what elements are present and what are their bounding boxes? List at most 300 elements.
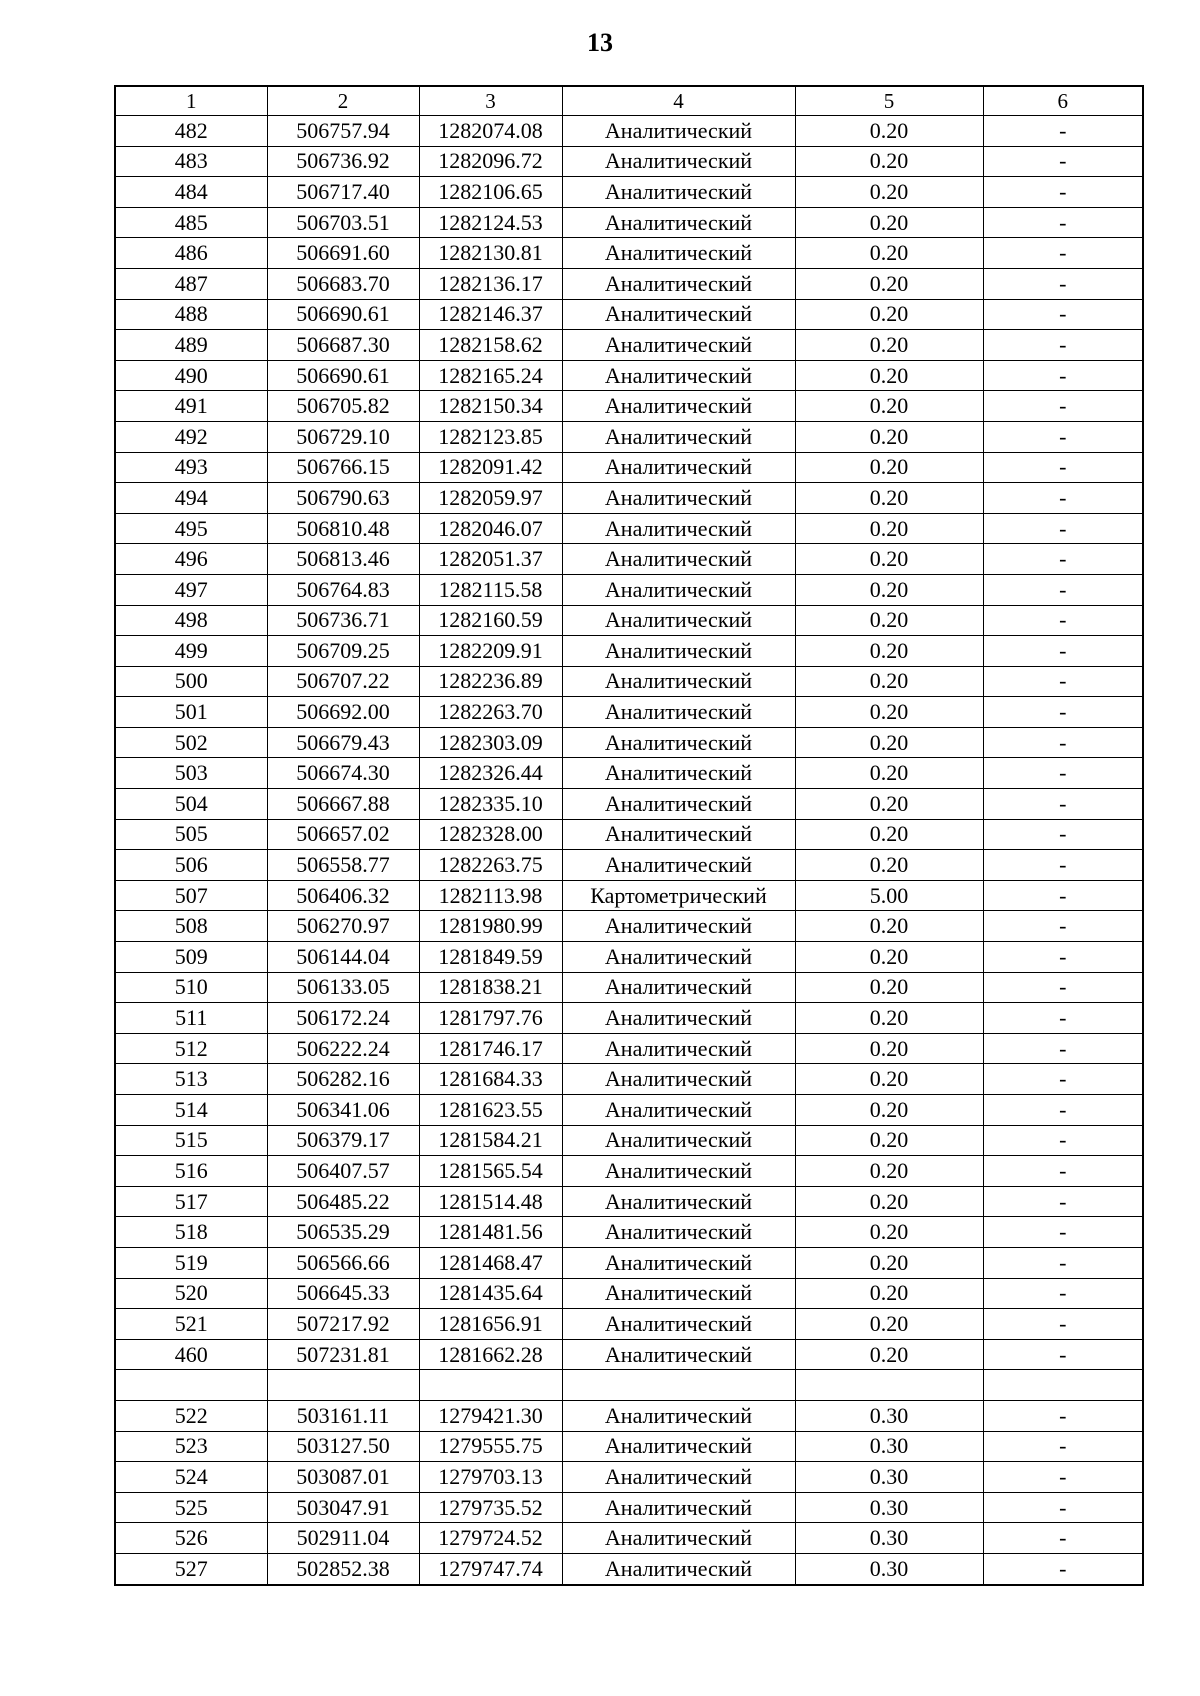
- method-cell: Аналитический: [562, 1492, 795, 1523]
- point-number-cell: 524: [115, 1462, 267, 1493]
- y-coordinate-cell: 1282051.37: [419, 544, 562, 575]
- method-cell: Аналитический: [562, 727, 795, 758]
- table-row: [115, 452, 1143, 483]
- note-cell: -: [983, 421, 1143, 452]
- method-cell: Аналитический: [562, 421, 795, 452]
- point-number-cell: 520: [115, 1278, 267, 1309]
- note-cell: -: [983, 1217, 1143, 1248]
- accuracy-cell: 0.20: [795, 1186, 983, 1217]
- accuracy-cell: 0.20: [795, 513, 983, 544]
- note-cell: -: [983, 1125, 1143, 1156]
- method-cell: Аналитический: [562, 1247, 795, 1278]
- point-number-cell: 508: [115, 911, 267, 942]
- method-cell: Аналитический: [562, 1156, 795, 1187]
- method-cell: Аналитический: [562, 911, 795, 942]
- method-cell: Аналитический: [562, 1186, 795, 1217]
- x-coordinate-cell: 506667.88: [267, 789, 419, 820]
- note-cell: -: [983, 1247, 1143, 1278]
- note-cell: -: [983, 268, 1143, 299]
- coordinates-table: [114, 85, 1144, 1586]
- table-row: [115, 850, 1143, 881]
- column-header: 6: [983, 86, 1143, 116]
- table-row: [115, 1095, 1143, 1126]
- y-coordinate-cell: 1281849.59: [419, 942, 562, 973]
- accuracy-cell: 0.20: [795, 1003, 983, 1034]
- point-number-cell: 482: [115, 116, 267, 147]
- method-cell: Аналитический: [562, 452, 795, 483]
- table-row: [115, 1033, 1143, 1064]
- point-number-cell: 497: [115, 574, 267, 605]
- y-coordinate-cell: 1282124.53: [419, 207, 562, 238]
- accuracy-cell: 0.20: [795, 1125, 983, 1156]
- method-cell: Аналитический: [562, 1339, 795, 1370]
- note-cell: -: [983, 360, 1143, 391]
- table-row: [115, 207, 1143, 238]
- accuracy-cell: 0.30: [795, 1492, 983, 1523]
- x-coordinate-cell: 506172.24: [267, 1003, 419, 1034]
- point-number-cell: 514: [115, 1095, 267, 1126]
- note-cell: -: [983, 1462, 1143, 1493]
- x-coordinate-cell: 503047.91: [267, 1492, 419, 1523]
- point-number-cell: 511: [115, 1003, 267, 1034]
- accuracy-cell: 0.20: [795, 1339, 983, 1370]
- table-row: [115, 544, 1143, 575]
- accuracy-cell: 0.20: [795, 574, 983, 605]
- point-number-cell: 519: [115, 1247, 267, 1278]
- accuracy-cell: 5.00: [795, 880, 983, 911]
- table-row: [115, 636, 1143, 667]
- y-coordinate-cell: 1282136.17: [419, 268, 562, 299]
- table-row: [115, 1247, 1143, 1278]
- x-coordinate-cell: 506717.40: [267, 177, 419, 208]
- accuracy-cell: 0.20: [795, 146, 983, 177]
- accuracy-cell: 0.20: [795, 207, 983, 238]
- accuracy-cell: 0.20: [795, 268, 983, 299]
- x-coordinate-cell: 502852.38: [267, 1553, 419, 1584]
- point-number-cell: 484: [115, 177, 267, 208]
- point-number-cell: 498: [115, 605, 267, 636]
- point-number-cell: 522: [115, 1400, 267, 1431]
- point-number-cell: 515: [115, 1125, 267, 1156]
- method-cell: Аналитический: [562, 1462, 795, 1493]
- table-row: [115, 1400, 1143, 1431]
- method-cell: Аналитический: [562, 1523, 795, 1554]
- note-cell: -: [983, 1033, 1143, 1064]
- y-coordinate-cell: 1282209.91: [419, 636, 562, 667]
- table-row: [115, 758, 1143, 789]
- method-cell: Аналитический: [562, 299, 795, 330]
- point-number-cell: 483: [115, 146, 267, 177]
- table-row: [115, 1339, 1143, 1370]
- column-header: 4: [562, 86, 795, 116]
- y-coordinate-cell: 1281684.33: [419, 1064, 562, 1095]
- method-cell: Аналитический: [562, 391, 795, 422]
- accuracy-cell: 0.20: [795, 727, 983, 758]
- x-coordinate-cell: 506566.66: [267, 1247, 419, 1278]
- point-number-cell: 503: [115, 758, 267, 789]
- note-cell: -: [983, 483, 1143, 514]
- method-cell: Аналитический: [562, 177, 795, 208]
- accuracy-cell: 0.30: [795, 1523, 983, 1554]
- column-header: 5: [795, 86, 983, 116]
- x-coordinate-cell: 506736.71: [267, 605, 419, 636]
- y-coordinate-cell: 1282303.09: [419, 727, 562, 758]
- accuracy-cell: 0.20: [795, 942, 983, 973]
- accuracy-cell: 0.20: [795, 636, 983, 667]
- table-body: [115, 116, 1143, 1585]
- method-cell: Аналитический: [562, 574, 795, 605]
- point-number-cell: 493: [115, 452, 267, 483]
- x-coordinate-cell: 506144.04: [267, 942, 419, 973]
- y-coordinate-cell: 1281838.21: [419, 972, 562, 1003]
- x-coordinate-cell: 503127.50: [267, 1431, 419, 1462]
- point-number-cell: 491: [115, 391, 267, 422]
- y-coordinate-cell: 1282046.07: [419, 513, 562, 544]
- note-cell: -: [983, 452, 1143, 483]
- note-cell: -: [983, 1523, 1143, 1554]
- point-number-cell: 488: [115, 299, 267, 330]
- x-coordinate-cell: 506707.22: [267, 666, 419, 697]
- point-number-cell: 496: [115, 544, 267, 575]
- method-cell: Аналитический: [562, 697, 795, 728]
- accuracy-cell: 0.20: [795, 421, 983, 452]
- y-coordinate-cell: 1281797.76: [419, 1003, 562, 1034]
- accuracy-cell: 0.20: [795, 850, 983, 881]
- accuracy-cell: 0.20: [795, 911, 983, 942]
- accuracy-cell: 0.20: [795, 544, 983, 575]
- method-cell: Аналитический: [562, 513, 795, 544]
- note-cell: -: [983, 697, 1143, 728]
- point-number-cell: 512: [115, 1033, 267, 1064]
- x-coordinate-cell: 506407.57: [267, 1156, 419, 1187]
- y-coordinate-cell: 1282096.72: [419, 146, 562, 177]
- y-coordinate-cell: 1281514.48: [419, 1186, 562, 1217]
- note-cell: -: [983, 942, 1143, 973]
- accuracy-cell: 0.20: [795, 238, 983, 269]
- point-number-cell: 527: [115, 1553, 267, 1584]
- note-cell: -: [983, 330, 1143, 361]
- y-coordinate-cell: 1282074.08: [419, 116, 562, 147]
- note-cell: -: [983, 850, 1143, 881]
- table-row: [115, 483, 1143, 514]
- table-row: [115, 360, 1143, 391]
- method-cell: Аналитический: [562, 758, 795, 789]
- x-coordinate-cell: 506535.29: [267, 1217, 419, 1248]
- note-cell: -: [983, 1492, 1143, 1523]
- accuracy-cell: 0.20: [795, 1156, 983, 1187]
- accuracy-cell: 0.20: [795, 819, 983, 850]
- y-coordinate-cell: 1282263.75: [419, 850, 562, 881]
- method-cell: Аналитический: [562, 819, 795, 850]
- method-cell: Аналитический: [562, 207, 795, 238]
- y-coordinate-cell: 1281435.64: [419, 1278, 562, 1309]
- y-coordinate-cell: 1282106.65: [419, 177, 562, 208]
- method-cell: Аналитический: [562, 330, 795, 361]
- table-row: [115, 513, 1143, 544]
- x-coordinate-cell: 506485.22: [267, 1186, 419, 1217]
- method-cell: [562, 1370, 795, 1401]
- x-coordinate-cell: 506766.15: [267, 452, 419, 483]
- table-row: [115, 942, 1143, 973]
- x-coordinate-cell: 506645.33: [267, 1278, 419, 1309]
- x-coordinate-cell: [267, 1370, 419, 1401]
- point-number-cell: 492: [115, 421, 267, 452]
- note-cell: -: [983, 636, 1143, 667]
- method-cell: Аналитический: [562, 1095, 795, 1126]
- point-number-cell: 507: [115, 880, 267, 911]
- point-number-cell: 460: [115, 1339, 267, 1370]
- point-number-cell: 505: [115, 819, 267, 850]
- method-cell: Аналитический: [562, 116, 795, 147]
- y-coordinate-cell: 1282146.37: [419, 299, 562, 330]
- method-cell: Аналитический: [562, 1553, 795, 1584]
- accuracy-cell: 0.20: [795, 483, 983, 514]
- y-coordinate-cell: 1282091.42: [419, 452, 562, 483]
- x-coordinate-cell: 506406.32: [267, 880, 419, 911]
- note-cell: -: [983, 880, 1143, 911]
- method-cell: Аналитический: [562, 1278, 795, 1309]
- note-cell: -: [983, 1186, 1143, 1217]
- note-cell: -: [983, 299, 1143, 330]
- method-cell: Аналитический: [562, 605, 795, 636]
- x-coordinate-cell: 506757.94: [267, 116, 419, 147]
- table-row: [115, 605, 1143, 636]
- x-coordinate-cell: 506709.25: [267, 636, 419, 667]
- note-cell: -: [983, 972, 1143, 1003]
- y-coordinate-cell: 1282123.85: [419, 421, 562, 452]
- method-cell: Аналитический: [562, 1431, 795, 1462]
- note-cell: -: [983, 1156, 1143, 1187]
- column-header: 3: [419, 86, 562, 116]
- table-row: [115, 819, 1143, 850]
- method-cell: Аналитический: [562, 1033, 795, 1064]
- x-coordinate-cell: 506690.61: [267, 299, 419, 330]
- accuracy-cell: 0.20: [795, 1033, 983, 1064]
- note-cell: -: [983, 1400, 1143, 1431]
- table-row: [115, 972, 1143, 1003]
- accuracy-cell: 0.20: [795, 360, 983, 391]
- x-coordinate-cell: 506222.24: [267, 1033, 419, 1064]
- x-coordinate-cell: 506679.43: [267, 727, 419, 758]
- point-number-cell: 485: [115, 207, 267, 238]
- note-cell: -: [983, 666, 1143, 697]
- method-cell: Аналитический: [562, 1064, 795, 1095]
- accuracy-cell: 0.20: [795, 1064, 983, 1095]
- x-coordinate-cell: 506674.30: [267, 758, 419, 789]
- accuracy-cell: 0.20: [795, 452, 983, 483]
- note-cell: -: [983, 177, 1143, 208]
- y-coordinate-cell: 1282113.98: [419, 880, 562, 911]
- y-coordinate-cell: 1281468.47: [419, 1247, 562, 1278]
- accuracy-cell: 0.20: [795, 177, 983, 208]
- accuracy-cell: 0.20: [795, 1309, 983, 1340]
- table-row: [115, 1462, 1143, 1493]
- method-cell: Аналитический: [562, 1309, 795, 1340]
- x-coordinate-cell: 506705.82: [267, 391, 419, 422]
- table-row: [115, 330, 1143, 361]
- y-coordinate-cell: 1282130.81: [419, 238, 562, 269]
- x-coordinate-cell: 506341.06: [267, 1095, 419, 1126]
- y-coordinate-cell: 1281980.99: [419, 911, 562, 942]
- x-coordinate-cell: 506764.83: [267, 574, 419, 605]
- accuracy-cell: 0.20: [795, 330, 983, 361]
- y-coordinate-cell: 1282158.62: [419, 330, 562, 361]
- accuracy-cell: 0.20: [795, 391, 983, 422]
- y-coordinate-cell: 1282165.24: [419, 360, 562, 391]
- method-cell: Аналитический: [562, 789, 795, 820]
- accuracy-cell: 0.20: [795, 605, 983, 636]
- x-coordinate-cell: 506379.17: [267, 1125, 419, 1156]
- x-coordinate-cell: 506813.46: [267, 544, 419, 575]
- method-cell: Аналитический: [562, 544, 795, 575]
- x-coordinate-cell: 506810.48: [267, 513, 419, 544]
- note-cell: -: [983, 1003, 1143, 1034]
- table-row: [115, 177, 1143, 208]
- y-coordinate-cell: 1279703.13: [419, 1462, 562, 1493]
- accuracy-cell: 0.30: [795, 1462, 983, 1493]
- method-cell: Аналитический: [562, 850, 795, 881]
- note-cell: -: [983, 911, 1143, 942]
- point-number-cell: 523: [115, 1431, 267, 1462]
- method-cell: Аналитический: [562, 972, 795, 1003]
- x-coordinate-cell: 506790.63: [267, 483, 419, 514]
- table-row: [115, 697, 1143, 728]
- table-row: [115, 911, 1143, 942]
- accuracy-cell: 0.20: [795, 1247, 983, 1278]
- point-number-cell: 510: [115, 972, 267, 1003]
- x-coordinate-cell: 503161.11: [267, 1400, 419, 1431]
- note-cell: -: [983, 819, 1143, 850]
- y-coordinate-cell: 1282335.10: [419, 789, 562, 820]
- x-coordinate-cell: 506690.61: [267, 360, 419, 391]
- point-number-cell: 518: [115, 1217, 267, 1248]
- note-cell: -: [983, 1095, 1143, 1126]
- point-number-cell: 495: [115, 513, 267, 544]
- accuracy-cell: 0.20: [795, 697, 983, 728]
- x-coordinate-cell: 507217.92: [267, 1309, 419, 1340]
- accuracy-cell: 0.20: [795, 299, 983, 330]
- accuracy-cell: 0.20: [795, 1095, 983, 1126]
- y-coordinate-cell: 1282150.34: [419, 391, 562, 422]
- table-row: [115, 1125, 1143, 1156]
- point-number-cell: 516: [115, 1156, 267, 1187]
- method-cell: Аналитический: [562, 483, 795, 514]
- x-coordinate-cell: 506691.60: [267, 238, 419, 269]
- note-cell: -: [983, 238, 1143, 269]
- note-cell: -: [983, 789, 1143, 820]
- y-coordinate-cell: 1282160.59: [419, 605, 562, 636]
- method-cell: Аналитический: [562, 1003, 795, 1034]
- table-row: [115, 1186, 1143, 1217]
- point-number-cell: 489: [115, 330, 267, 361]
- note-cell: -: [983, 758, 1143, 789]
- method-cell: Аналитический: [562, 238, 795, 269]
- table-row: [115, 666, 1143, 697]
- accuracy-cell: 0.20: [795, 789, 983, 820]
- accuracy-cell: 0.20: [795, 116, 983, 147]
- method-cell: Аналитический: [562, 360, 795, 391]
- y-coordinate-cell: [419, 1370, 562, 1401]
- accuracy-cell: 0.30: [795, 1431, 983, 1462]
- x-coordinate-cell: 506657.02: [267, 819, 419, 850]
- note-cell: -: [983, 116, 1143, 147]
- table-row: [115, 1553, 1143, 1584]
- point-number-cell: [115, 1370, 267, 1401]
- note-cell: -: [983, 1553, 1143, 1584]
- table-row: [115, 146, 1143, 177]
- table-row: [115, 1156, 1143, 1187]
- table-row: [115, 789, 1143, 820]
- table-row: [115, 421, 1143, 452]
- table-row: [115, 1064, 1143, 1095]
- point-number-cell: 500: [115, 666, 267, 697]
- table-header-row: [115, 86, 1143, 116]
- x-coordinate-cell: 506282.16: [267, 1064, 419, 1095]
- point-number-cell: 499: [115, 636, 267, 667]
- x-coordinate-cell: 506133.05: [267, 972, 419, 1003]
- method-cell: Аналитический: [562, 268, 795, 299]
- method-cell: Аналитический: [562, 146, 795, 177]
- note-cell: -: [983, 1431, 1143, 1462]
- y-coordinate-cell: 1281656.91: [419, 1309, 562, 1340]
- table-row: [115, 1309, 1143, 1340]
- table-row: [115, 268, 1143, 299]
- y-coordinate-cell: 1282236.89: [419, 666, 562, 697]
- accuracy-cell: [795, 1370, 983, 1401]
- note-cell: -: [983, 1278, 1143, 1309]
- method-cell: Картометрический: [562, 880, 795, 911]
- x-coordinate-cell: 506683.70: [267, 268, 419, 299]
- accuracy-cell: 0.30: [795, 1400, 983, 1431]
- x-coordinate-cell: 506270.97: [267, 911, 419, 942]
- table-row: [115, 1492, 1143, 1523]
- accuracy-cell: 0.20: [795, 758, 983, 789]
- y-coordinate-cell: 1281584.21: [419, 1125, 562, 1156]
- method-cell: Аналитический: [562, 636, 795, 667]
- note-cell: -: [983, 574, 1143, 605]
- table-row: [115, 1370, 1143, 1401]
- y-coordinate-cell: 1279735.52: [419, 1492, 562, 1523]
- point-number-cell: 490: [115, 360, 267, 391]
- note-cell: -: [983, 513, 1143, 544]
- table-row: [115, 1278, 1143, 1309]
- y-coordinate-cell: 1282115.58: [419, 574, 562, 605]
- y-coordinate-cell: 1282263.70: [419, 697, 562, 728]
- point-number-cell: 509: [115, 942, 267, 973]
- y-coordinate-cell: 1282328.00: [419, 819, 562, 850]
- x-coordinate-cell: 507231.81: [267, 1339, 419, 1370]
- point-number-cell: 517: [115, 1186, 267, 1217]
- y-coordinate-cell: 1281662.28: [419, 1339, 562, 1370]
- note-cell: [983, 1370, 1143, 1401]
- point-number-cell: 525: [115, 1492, 267, 1523]
- table-row: [115, 727, 1143, 758]
- method-cell: Аналитический: [562, 1400, 795, 1431]
- table-row: [115, 574, 1143, 605]
- point-number-cell: 513: [115, 1064, 267, 1095]
- note-cell: -: [983, 727, 1143, 758]
- note-cell: -: [983, 207, 1143, 238]
- y-coordinate-cell: 1279555.75: [419, 1431, 562, 1462]
- y-coordinate-cell: 1281746.17: [419, 1033, 562, 1064]
- point-number-cell: 526: [115, 1523, 267, 1554]
- x-coordinate-cell: 506736.92: [267, 146, 419, 177]
- note-cell: -: [983, 1064, 1143, 1095]
- table-row: [115, 1217, 1143, 1248]
- y-coordinate-cell: 1281623.55: [419, 1095, 562, 1126]
- y-coordinate-cell: 1279724.52: [419, 1523, 562, 1554]
- note-cell: -: [983, 605, 1143, 636]
